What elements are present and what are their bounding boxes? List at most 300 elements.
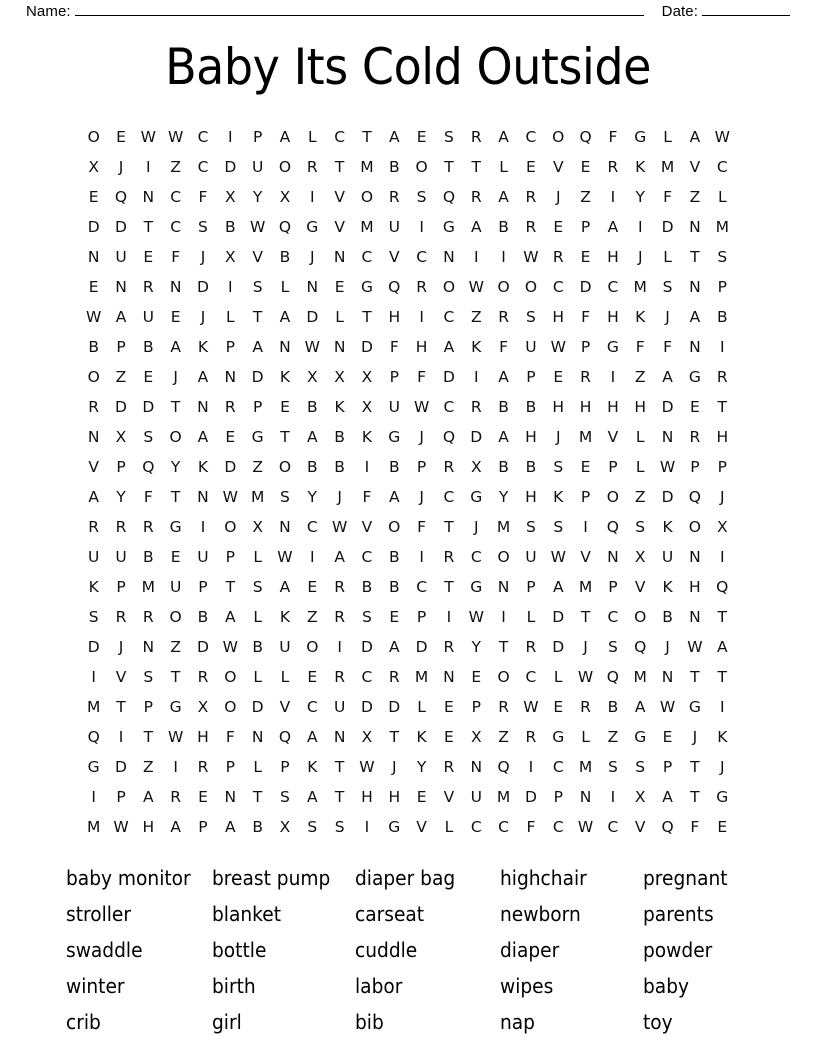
grid-cell[interactable]: J [419,428,424,446]
grid-cell[interactable]: K [88,578,99,596]
grid-cell[interactable]: H [716,428,729,446]
grid-cell[interactable]: L [253,548,262,566]
grid-cell[interactable]: W [86,308,102,326]
grid-cell[interactable]: K [471,338,482,356]
grid-cell[interactable]: T [170,488,181,506]
grid-cell[interactable]: G [388,818,401,836]
grid-cell[interactable]: E [170,308,181,326]
grid-cell[interactable]: L [553,668,563,686]
grid-cell[interactable]: T [334,788,345,806]
grid-cell[interactable]: T [717,668,727,686]
grid-cell[interactable]: S [607,638,618,656]
grid-cell[interactable]: M [578,758,593,776]
grid-cell[interactable]: S [525,518,536,536]
grid-cell[interactable]: I [228,278,233,296]
grid-cell[interactable]: F [581,308,591,326]
grid-cell[interactable]: X [279,818,291,836]
grid-cell[interactable]: E [88,188,99,206]
word-search-grid[interactable] [80,122,736,842]
grid-cell[interactable]: F [635,338,645,356]
grid-cell[interactable]: I [337,638,342,656]
grid-cell[interactable]: A [88,488,99,506]
grid-cell[interactable]: A [306,428,318,446]
grid-cell[interactable]: B [388,548,400,566]
grid-cell[interactable]: B [306,458,318,476]
grid-cell[interactable]: C [607,278,619,296]
grid-cell[interactable]: B [279,248,291,266]
grid-cell[interactable]: O [388,518,401,536]
grid-cell[interactable]: P [526,578,536,596]
grid-cell[interactable]: E [143,248,154,266]
grid-cell[interactable]: H [525,428,537,446]
grid-cell[interactable]: W [577,818,594,836]
grid-cell[interactable]: I [91,788,96,806]
grid-cell[interactable]: B [607,698,619,716]
grid-cell[interactable]: D [306,308,319,326]
grid-cell[interactable]: L [335,308,344,326]
grid-cell[interactable]: R [142,608,154,626]
grid-cell[interactable]: A [170,818,181,836]
grid-cell[interactable]: X [634,788,646,806]
grid-cell[interactable]: B [143,338,154,356]
grid-cell[interactable]: W [523,248,539,266]
grid-cell[interactable]: D [360,338,373,356]
grid-cell[interactable]: W [687,638,703,656]
grid-cell[interactable]: X [224,188,236,206]
grid-cell[interactable]: U [388,398,400,416]
grid-cell[interactable]: N [224,368,237,386]
grid-cell[interactable]: G [442,218,455,236]
grid-cell[interactable]: P [116,788,126,806]
grid-cell[interactable]: Z [143,758,154,776]
grid-cell[interactable]: G [688,698,701,716]
grid-cell[interactable]: C [416,248,428,266]
grid-cell[interactable]: L [635,458,645,476]
grid-cell[interactable]: A [225,608,236,626]
grid-cell[interactable]: D [388,698,401,716]
grid-cell[interactable]: N [306,278,319,296]
grid-cell[interactable]: F [499,338,509,356]
grid-cell[interactable]: Q [688,488,701,506]
grid-cell[interactable]: Y [635,188,645,206]
grid-cell[interactable]: L [499,158,508,176]
grid-cell[interactable]: M [578,428,593,446]
grid-cell[interactable]: I [610,368,616,386]
grid-cell[interactable]: E [389,608,400,626]
grid-cell[interactable]: M [633,278,647,296]
grid-cell[interactable]: I [501,248,506,266]
grid-cell[interactable]: W [550,338,566,356]
word-list-item[interactable]: diaper bag [355,866,456,890]
grid-cell[interactable]: C [306,698,318,716]
grid-cell[interactable]: H [142,818,155,836]
grid-cell[interactable]: O [87,368,100,386]
grid-cell[interactable]: R [334,608,345,626]
grid-cell[interactable]: W [468,608,484,626]
grid-cell[interactable]: P [717,458,727,476]
grid-cell[interactable]: T [444,578,454,596]
grid-cell[interactable]: G [470,488,483,506]
grid-cell[interactable]: Z [252,458,263,476]
grid-cell[interactable]: J [719,758,725,776]
grid-cell[interactable]: K [197,338,209,356]
grid-cell[interactable]: G [552,728,565,746]
grid-cell[interactable]: J [555,188,561,206]
grid-cell[interactable]: J [665,308,670,326]
grid-cell[interactable]: N [333,338,346,356]
grid-cell[interactable]: V [334,188,345,206]
grid-cell[interactable]: O [497,668,510,686]
grid-cell[interactable]: U [279,638,291,656]
grid-cell[interactable]: X [361,728,373,746]
grid-cell[interactable]: I [228,128,233,146]
grid-cell[interactable]: I [719,338,725,356]
grid-cell[interactable]: F [663,338,673,356]
grid-cell[interactable]: D [115,758,127,776]
grid-cell[interactable]: I [310,548,315,566]
grid-cell[interactable]: T [580,608,591,626]
grid-cell[interactable]: V [388,248,400,266]
grid-cell[interactable]: R [334,668,345,686]
grid-cell[interactable]: B [334,458,345,476]
grid-cell[interactable]: M [86,698,101,716]
grid-cell[interactable]: M [715,218,729,236]
grid-cell[interactable]: R [388,188,400,206]
grid-cell[interactable]: M [141,578,155,596]
grid-cell[interactable]: A [252,338,263,356]
grid-cell[interactable]: Z [580,188,591,206]
grid-cell[interactable]: E [580,248,591,266]
grid-cell[interactable]: D [579,278,592,296]
grid-cell[interactable]: I [364,458,370,476]
grid-cell[interactable]: N [579,788,592,806]
grid-cell[interactable]: D [524,788,537,806]
grid-cell[interactable]: O [442,278,456,296]
grid-cell[interactable]: B [334,428,345,446]
grid-cell[interactable]: F [362,488,372,506]
grid-cell[interactable]: A [689,128,701,146]
grid-cell[interactable]: T [498,638,509,656]
grid-cell[interactable]: W [413,398,430,416]
grid-cell[interactable]: F [690,818,700,836]
grid-cell[interactable]: S [444,128,454,146]
grid-cell[interactable]: E [416,788,427,806]
grid-cell[interactable]: C [552,278,564,296]
grid-cell[interactable]: R [498,308,509,326]
grid-cell[interactable]: A [388,488,400,506]
grid-cell[interactable]: X [279,188,291,206]
grid-cell[interactable]: N [197,398,209,416]
grid-cell[interactable]: W [304,338,320,356]
grid-cell[interactable]: N [443,668,455,686]
grid-cell[interactable]: Y [116,488,126,506]
grid-cell[interactable]: W [523,698,539,716]
grid-cell[interactable]: E [471,668,482,686]
grid-cell[interactable]: N [333,248,346,266]
grid-cell[interactable]: C [361,668,373,686]
grid-cell[interactable]: E [116,128,126,146]
grid-cell[interactable]: O [634,608,647,626]
grid-cell[interactable]: P [252,128,263,146]
grid-cell[interactable]: R [470,128,482,146]
grid-cell[interactable]: O [224,668,237,686]
grid-cell[interactable]: J [118,638,124,656]
grid-cell[interactable]: Q [142,458,155,476]
grid-cell[interactable]: R [498,698,509,716]
grid-cell[interactable]: V [361,518,373,536]
word-list-item[interactable]: parents [643,902,714,926]
grid-cell[interactable]: U [87,548,100,566]
grid-cell[interactable]: B [197,608,209,626]
grid-cell[interactable]: M [578,578,593,596]
grid-cell[interactable]: T [252,788,263,806]
grid-cell[interactable]: R [416,278,427,296]
grid-cell[interactable]: S [717,248,728,266]
grid-cell[interactable]: A [498,428,509,446]
grid-cell[interactable]: C [552,758,564,776]
grid-cell[interactable]: G [360,278,373,296]
grid-cell[interactable]: H [388,308,401,326]
grid-cell[interactable]: R [552,248,564,266]
grid-cell[interactable]: E [143,368,154,386]
grid-cell[interactable]: I [473,248,479,266]
grid-cell[interactable]: T [444,158,454,176]
grid-cell[interactable]: D [360,638,373,656]
grid-cell[interactable]: G [169,698,182,716]
grid-cell[interactable]: B [388,458,400,476]
grid-cell[interactable]: O [606,488,619,506]
word-list-item[interactable]: crib [66,1010,101,1034]
grid-cell[interactable]: K [279,368,291,386]
grid-cell[interactable]: L [635,428,645,446]
grid-cell[interactable]: E [553,368,564,386]
grid-cell[interactable]: Z [170,638,181,656]
grid-cell[interactable]: C [361,548,373,566]
grid-cell[interactable]: E [580,458,591,476]
grid-cell[interactable]: N [279,518,291,536]
grid-cell[interactable]: P [116,458,126,476]
grid-cell[interactable]: B [252,818,263,836]
grid-cell[interactable]: V [443,788,455,806]
grid-cell[interactable]: N [142,188,155,206]
grid-cell[interactable]: W [222,488,238,506]
grid-cell[interactable]: J [665,638,670,656]
grid-cell[interactable]: D [87,638,100,656]
grid-cell[interactable]: N [689,218,701,236]
grid-cell[interactable]: K [279,608,291,626]
grid-cell[interactable]: U [525,338,537,356]
grid-cell[interactable]: I [173,758,178,776]
grid-cell[interactable]: A [279,128,291,146]
grid-cell[interactable]: G [169,518,182,536]
grid-cell[interactable]: I [118,728,124,746]
grid-cell[interactable]: S [553,458,564,476]
grid-cell[interactable]: C [334,128,346,146]
grid-cell[interactable]: M [660,158,675,176]
grid-cell[interactable]: I [310,188,315,206]
grid-cell[interactable]: E [689,398,700,416]
grid-cell[interactable]: R [197,668,209,686]
grid-cell[interactable]: P [198,578,208,596]
grid-cell[interactable]: B [361,578,373,596]
word-list-item[interactable]: labor [355,974,403,998]
word-list-item[interactable]: wipes [500,974,554,998]
grid-cell[interactable]: G [634,728,647,746]
grid-cell[interactable]: C [470,548,482,566]
grid-cell[interactable]: J [637,248,643,266]
grid-cell[interactable]: T [389,728,399,746]
grid-cell[interactable]: P [116,578,126,596]
grid-cell[interactable]: F [225,728,235,746]
grid-cell[interactable]: W [550,548,566,566]
grid-cell[interactable]: C [443,488,455,506]
grid-cell[interactable]: T [690,758,700,776]
grid-cell[interactable]: F [663,188,673,206]
grid-cell[interactable]: X [470,728,482,746]
grid-cell[interactable]: L [444,818,454,836]
grid-cell[interactable]: M [496,788,511,806]
grid-cell[interactable]: W [167,128,184,146]
grid-cell[interactable]: I [146,158,151,176]
grid-cell[interactable]: N [333,728,346,746]
word-list-item[interactable]: baby [643,974,690,998]
grid-cell[interactable]: W [222,638,238,656]
grid-cell[interactable]: E [198,788,208,806]
grid-cell[interactable]: T [334,158,345,176]
grid-cell[interactable]: A [115,308,127,326]
grid-cell[interactable]: S [198,218,208,236]
word-list-item[interactable]: swaddle [66,938,143,962]
grid-cell[interactable]: N [470,758,483,776]
grid-cell[interactable]: H [552,398,565,416]
grid-cell[interactable]: P [662,758,673,776]
grid-cell[interactable]: Q [442,188,456,206]
grid-cell[interactable]: R [88,518,100,536]
grid-cell[interactable]: R [443,548,455,566]
grid-cell[interactable]: L [717,188,727,206]
word-list-item[interactable]: bottle [212,938,267,962]
grid-cell[interactable]: V [580,548,591,566]
grid-cell[interactable]: O [415,158,428,176]
grid-cell[interactable]: P [252,398,263,416]
grid-cell[interactable]: H [579,398,592,416]
grid-cell[interactable]: I [719,548,725,566]
grid-cell[interactable]: D [661,488,674,506]
grid-cell[interactable]: S [280,488,290,506]
grid-cell[interactable]: Q [606,518,619,536]
grid-cell[interactable]: R [470,398,482,416]
grid-cell[interactable]: R [607,158,619,176]
grid-cell[interactable]: E [444,698,454,716]
grid-cell[interactable]: D [251,698,264,716]
grid-cell[interactable]: E [307,668,318,686]
grid-cell[interactable]: T [252,308,263,326]
grid-cell[interactable]: O [169,608,182,626]
grid-cell[interactable]: P [471,698,481,716]
grid-cell[interactable]: Z [170,158,181,176]
grid-cell[interactable]: N [115,278,127,296]
grid-cell[interactable]: X [306,368,318,386]
grid-cell[interactable]: S [662,278,673,296]
grid-cell[interactable]: B [716,308,728,326]
grid-cell[interactable]: S [635,518,646,536]
grid-cell[interactable]: I [610,788,616,806]
grid-cell[interactable]: T [690,668,700,686]
grid-cell[interactable]: Q [634,638,647,656]
grid-cell[interactable]: Y [471,638,481,656]
grid-cell[interactable]: M [360,218,374,236]
grid-cell[interactable]: Z [634,368,646,386]
grid-cell[interactable]: V [552,158,564,176]
grid-cell[interactable]: N [689,548,701,566]
grid-cell[interactable]: W [659,458,676,476]
grid-cell[interactable]: B [88,338,99,356]
date-input-line[interactable] [702,2,790,16]
grid-cell[interactable]: D [142,398,155,416]
grid-cell[interactable]: G [251,428,264,446]
grid-cell[interactable]: Z [115,368,127,386]
grid-cell[interactable]: N [689,338,701,356]
grid-cell[interactable]: A [716,638,728,656]
grid-cell[interactable]: C [170,218,182,236]
grid-cell[interactable]: S [252,278,263,296]
grid-cell[interactable]: A [279,578,291,596]
grid-cell[interactable]: T [717,608,727,626]
grid-cell[interactable]: S [525,308,536,326]
grid-cell[interactable]: R [388,668,400,686]
grid-cell[interactable]: T [280,428,290,446]
grid-cell[interactable]: G [87,758,100,776]
grid-cell[interactable]: T [170,398,181,416]
word-list-item[interactable]: stroller [66,902,132,926]
grid-cell[interactable]: B [388,158,400,176]
grid-cell[interactable]: C [607,608,619,626]
grid-cell[interactable]: X [334,368,345,386]
grid-cell[interactable]: S [88,608,99,626]
grid-cell[interactable]: A [498,368,509,386]
grid-cell[interactable]: C [525,128,537,146]
grid-cell[interactable]: A [334,548,345,566]
grid-cell[interactable]: Y [170,458,181,476]
word-list-item[interactable]: nap [500,1010,536,1034]
grid-cell[interactable]: K [334,398,345,416]
grid-cell[interactable]: I [364,818,370,836]
grid-cell[interactable]: X [252,518,263,536]
grid-cell[interactable]: H [689,578,701,596]
grid-cell[interactable]: B [525,398,537,416]
grid-cell[interactable]: A [689,308,701,326]
grid-cell[interactable]: S [635,758,646,776]
grid-cell[interactable]: P [416,608,427,626]
grid-cell[interactable]: J [173,368,178,386]
grid-cell[interactable]: R [525,188,537,206]
grid-cell[interactable]: H [197,728,209,746]
grid-cell[interactable]: N [197,488,209,506]
grid-cell[interactable]: Q [278,728,292,746]
grid-cell[interactable]: I [719,698,725,716]
grid-cell[interactable]: C [197,128,209,146]
grid-cell[interactable]: M [250,488,265,506]
grid-cell[interactable]: Z [634,488,646,506]
grid-cell[interactable]: P [608,458,618,476]
grid-cell[interactable]: O [497,548,510,566]
grid-cell[interactable]: Z [306,608,318,626]
grid-cell[interactable]: A [552,578,564,596]
grid-cell[interactable]: R [580,368,591,386]
grid-cell[interactable]: D [415,638,428,656]
word-list-item[interactable]: girl [212,1010,242,1034]
grid-cell[interactable]: F [198,188,208,206]
